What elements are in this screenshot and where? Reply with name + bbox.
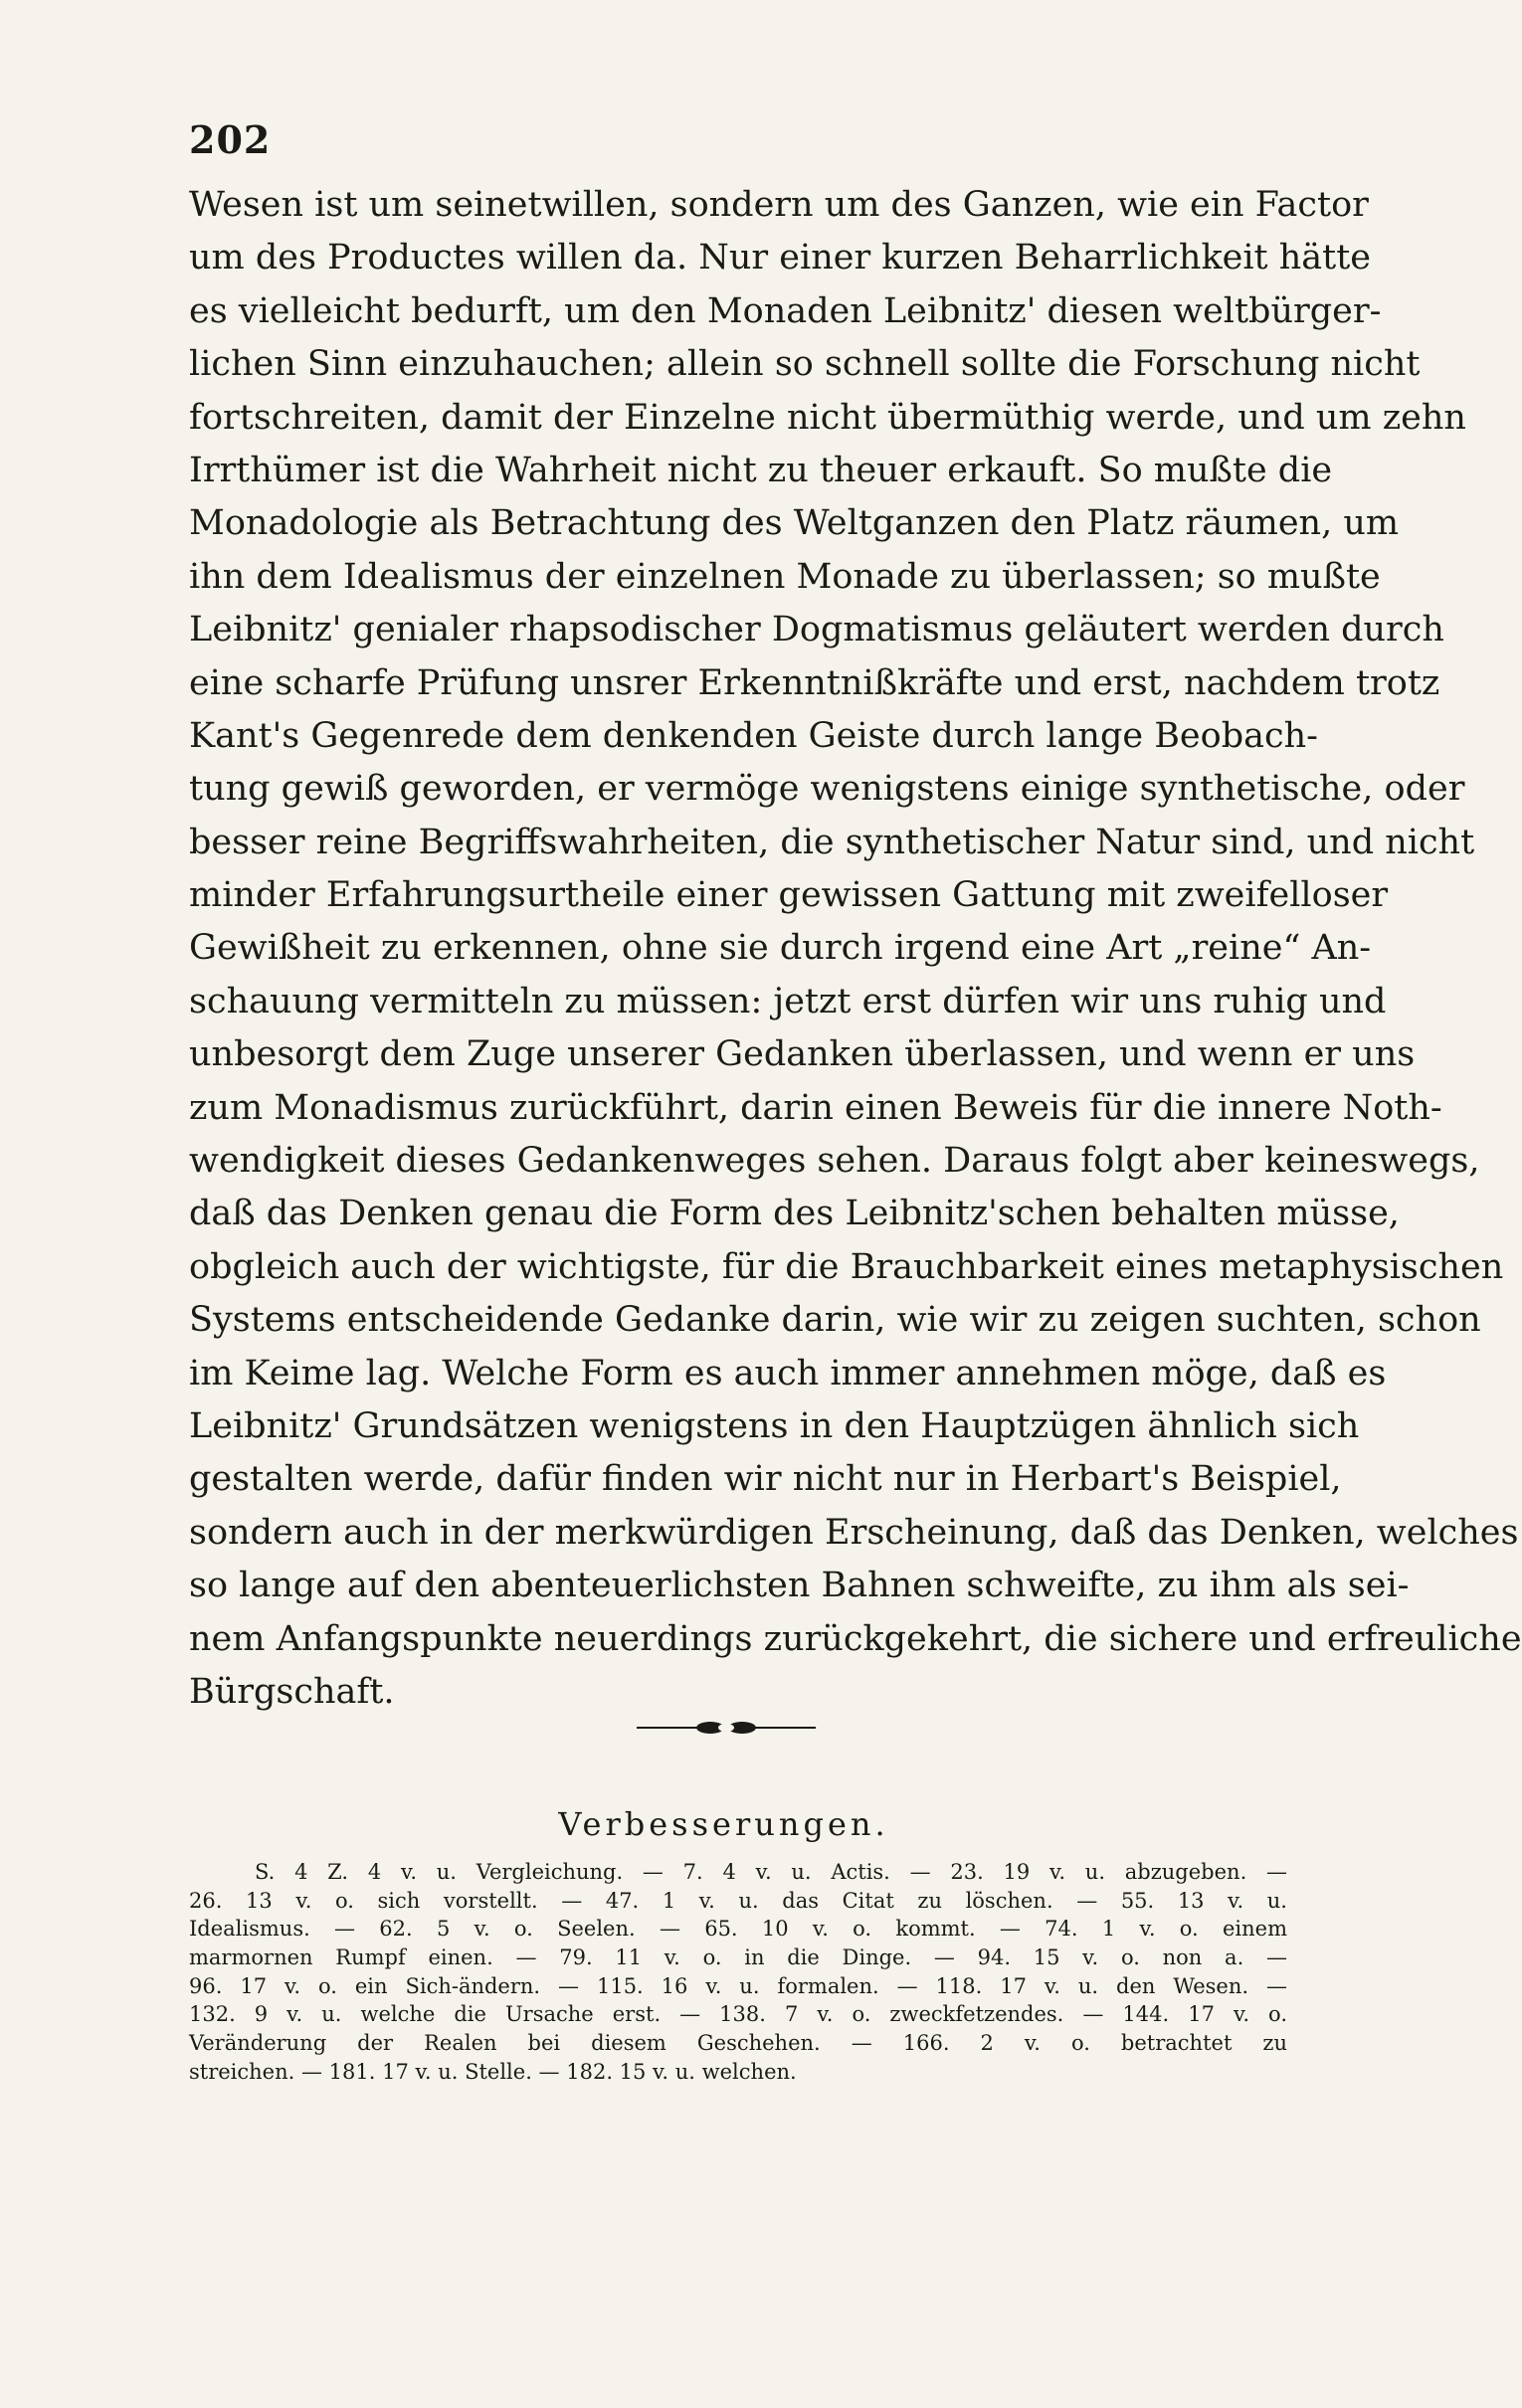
- errata-line: 96. 17 v. o. ein Sich-ändern. — 115. 16 v. u. formalen. — 118. 17 v. u. den Wesen. —: [189, 1973, 1287, 1998]
- page-number: 202: [189, 117, 272, 162]
- text-line: wendigkeit dieses Gedankenweges sehen. Daraus folgt aber keineswegs,: [189, 1141, 1480, 1182]
- text-line: um des Productes willen da. Nur einer kurzen Beharrlichkeit hätte: [189, 238, 1372, 278]
- text-line: unbesorgt dem Zuge unserer Gedanken überlassen, und wenn er uns: [189, 1034, 1416, 1075]
- text-line: zum Monadismus zurückführt, darin einen Beweis für die innere Noth-: [189, 1087, 1442, 1128]
- text-line: minder Erfahrungsurtheile einer gewissen Gattung mit zweifelloser: [189, 875, 1389, 916]
- text-line: Leibnitz' Grundsätzen wenigstens in den Hauptzügen ähnlich sich: [189, 1405, 1360, 1446]
- text-line: im Keime lag. Welche Form es auch immer annehmen möge, daß es: [189, 1353, 1387, 1393]
- errata-line: streichen. — 181. 17 v. u. Stelle. — 182. 15 v. u. welchen.: [189, 2059, 797, 2084]
- text-line: so lange auf den abenteuerlichsten Bahnen schweifte, zu ihm als sei-: [189, 1566, 1410, 1606]
- text-line: Monadologie als Betrachtung des Weltganzen den Platz räumen, um: [189, 503, 1400, 544]
- text-line: nem Anfangspunkte neuerdings zurückgekehrt, die sichere und erfreuliche: [189, 1618, 1522, 1659]
- text-line: lichen Sinn einzuhauchen; allein so schnell sollte die Forschung nicht: [189, 344, 1421, 385]
- text-line: fortschreiten, damit der Einzelne nicht übermüthig werde, und um zehn: [189, 397, 1466, 438]
- text-line: Gewißheit zu erkennen, ohne sie durch irgend eine Art „reine“ An-: [189, 928, 1372, 969]
- text-line: obgleich auch der wichtigste, für die Brauchbarkeit eines metaphysischen: [189, 1246, 1504, 1287]
- text-line: sondern auch in der merkwürdigen Erscheinung, daß das Denken, welches: [189, 1512, 1519, 1553]
- main-text-block: [189, 179, 1522, 1719]
- text-line: daß das Denken genau die Form des Leibnitz'schen behalten müsse,: [189, 1194, 1400, 1234]
- text-line: Leibnitz' genialer rhapsodischer Dogmatismus geläutert werden durch: [189, 610, 1444, 650]
- text-line: tung gewiß geworden, er vermöge wenigstens einige synthetische, oder: [189, 769, 1465, 810]
- text-line: schauung vermitteln zu müssen: jetzt erst dürfen wir uns ruhig und: [189, 981, 1387, 1021]
- text-line: Bürgschaft.: [189, 1671, 395, 1712]
- text-line: Irrthümer ist die Wahrheit nicht zu theuer erkauft. So mußte die: [189, 450, 1333, 490]
- errata-line: 26. 13 v. o. sich vorstellt. — 47. 1 v. u. das Citat zu löschen. — 55. 13 v. u.: [189, 1888, 1287, 1913]
- errata-line: marmornen Rumpf einen. — 79. 11 v. o. in die Dinge. — 94. 15 v. o. non a. —: [189, 1945, 1287, 1970]
- errata-line: 132. 9 v. u. welche die Ursache erst. — 138. 7 v. o. zweckfetzendes. — 144. 17 v. o.: [189, 2002, 1287, 2027]
- ornament-divider: [637, 1716, 816, 1740]
- errata-heading: Verbesserungen.: [558, 1805, 889, 1843]
- text-line: eine scharfe Prüfung unsrer Erkenntnißkräfte und erst, nachdem trotz: [189, 662, 1440, 703]
- errata-line: Idealismus. — 62. 5 v. o. Seelen. — 65. 10 v. o. kommt. — 74. 1 v. o. einem: [189, 1917, 1287, 1942]
- text-line: es vielleicht bedurft, um den Monaden Leibnitz' diesen weltbürger-: [189, 290, 1382, 331]
- errata-list: [189, 1858, 1287, 2087]
- text-line: Kant's Gegenrede dem denkenden Geiste durch lange Beobach-: [189, 715, 1318, 756]
- text-line: gestalten werde, dafür finden wir nicht nur in Herbart's Beispiel,: [189, 1459, 1342, 1500]
- text-line: Systems entscheidende Gedanke darin, wie wir zu zeigen suchten, schon: [189, 1300, 1481, 1341]
- errata-line: S. 4 Z. 4 v. u. Vergleichung. — 7. 4 v. u. Actis. — 23. 19 v. u. abzugeben. —: [255, 1860, 1287, 1884]
- text-line: Wesen ist um seinetwillen, sondern um des Ganzen, wie ein Factor: [189, 185, 1369, 225]
- errata-line: Veränderung der Realen bei diesem Geschehen. — 166. 2 v. o. betrachtet zu: [189, 2031, 1287, 2056]
- text-line: ihn dem Idealismus der einzelnen Monade zu überlassen; so mußte: [189, 556, 1381, 597]
- text-line: besser reine Begriffswahrheiten, die synthetischer Natur sind, und nicht: [189, 822, 1475, 862]
